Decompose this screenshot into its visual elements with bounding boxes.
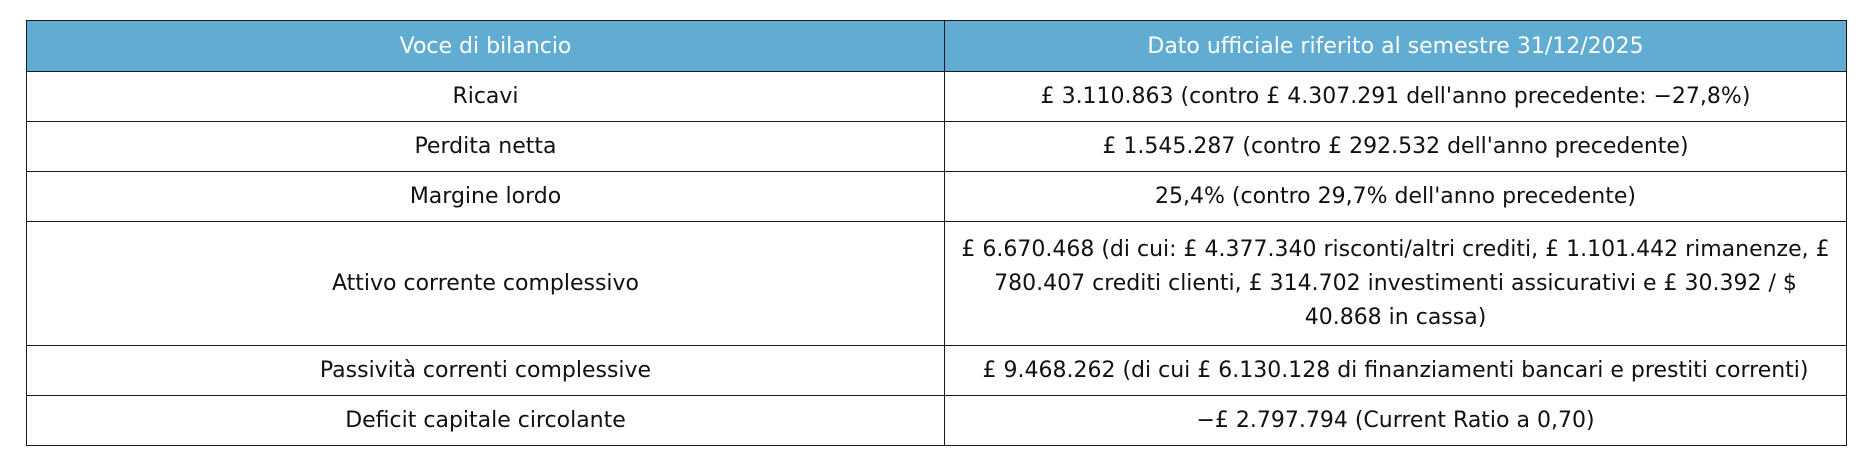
row-value: 25,4% (contro 29,7% dell'anno precedente) [945, 172, 1847, 222]
row-label: Passività correnti complessive [27, 346, 945, 396]
row-value: £ 9.468.262 (di cui £ 6.130.128 di finanziamenti bancari e prestiti correnti) [945, 346, 1847, 396]
table-row [27, 72, 1847, 122]
table-header-row [27, 21, 1847, 72]
financial-table [26, 20, 1847, 446]
row-value: £ 3.110.863 (contro £ 4.307.291 dell'anno precedente: −27,8%) [945, 72, 1847, 122]
row-value: £ 6.670.468 (di cui: £ 4.377.340 risconti/altri crediti, £ 1.101.442 rimanenze, £ 780.407 crediti clienti, £ 314.702 investimenti assicurativi e £ 30.392 / $ 40.868 in cassa) [945, 222, 1847, 346]
header-voce-di-bilancio: Voce di bilancio [27, 21, 945, 72]
financial-table-container [26, 20, 1846, 446]
header-dato-ufficiale: Dato ufficiale riferito al semestre 31/12/2025 [945, 21, 1847, 72]
row-value: −£ 2.797.794 (Current Ratio a 0,70) [945, 396, 1847, 446]
table-row [27, 172, 1847, 222]
table-row [27, 122, 1847, 172]
table-row [27, 222, 1847, 346]
row-label: Ricavi [27, 72, 945, 122]
row-label: Deficit capitale circolante [27, 396, 945, 446]
row-label: Margine lordo [27, 172, 945, 222]
row-label: Perdita netta [27, 122, 945, 172]
row-label: Attivo corrente complessivo [27, 222, 945, 346]
row-value: £ 1.545.287 (contro £ 292.532 dell'anno precedente) [945, 122, 1847, 172]
table-row [27, 396, 1847, 446]
table-row [27, 346, 1847, 396]
